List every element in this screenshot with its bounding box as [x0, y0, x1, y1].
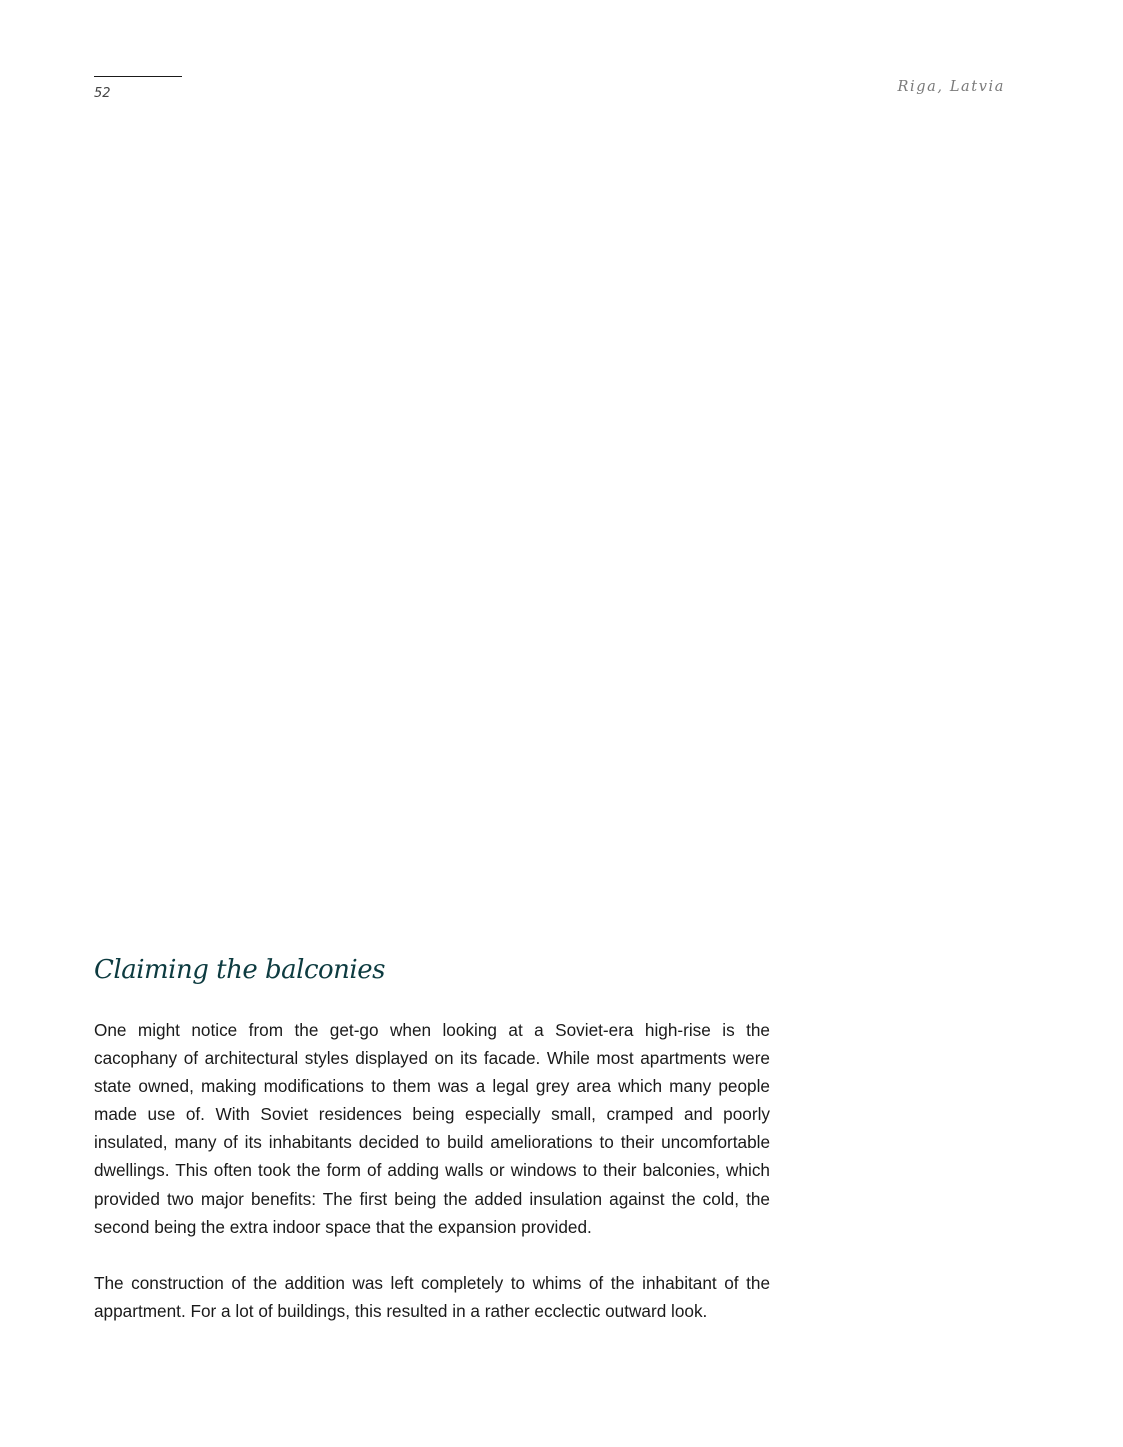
running-header: Riga, Latvia	[897, 79, 1005, 95]
section-title: Claiming the balconies	[94, 955, 385, 985]
body-paragraph-2: The construction of the addition was left completely to whims of the inhabitant of the appartment. For a lot of buildings, this resulted in a rather ecclectic outward look.	[94, 1272, 770, 1321]
page-number-rule	[94, 76, 182, 77]
body-paragraph-1: One might notice from the get-go when looking at a Soviet-era high-rise is the cacophany of architectural styles displayed on its facade. While most apartments were state owned, making modifications to them was a legal grey area which many people made use of. With Soviet residences being especially small, cramped and poorly insulated, many of its inhabitants decided to build ameliorations to their uncomfortable dwellings. This often took the form of adding walls or windows to their balconies, which provided two major benefits: The first being the added insulation against the cold, the second being the extra indoor space that the expansion provided.	[94, 1020, 770, 1237]
article-section	[94, 950, 770, 1325]
page-number: 52	[94, 86, 111, 101]
